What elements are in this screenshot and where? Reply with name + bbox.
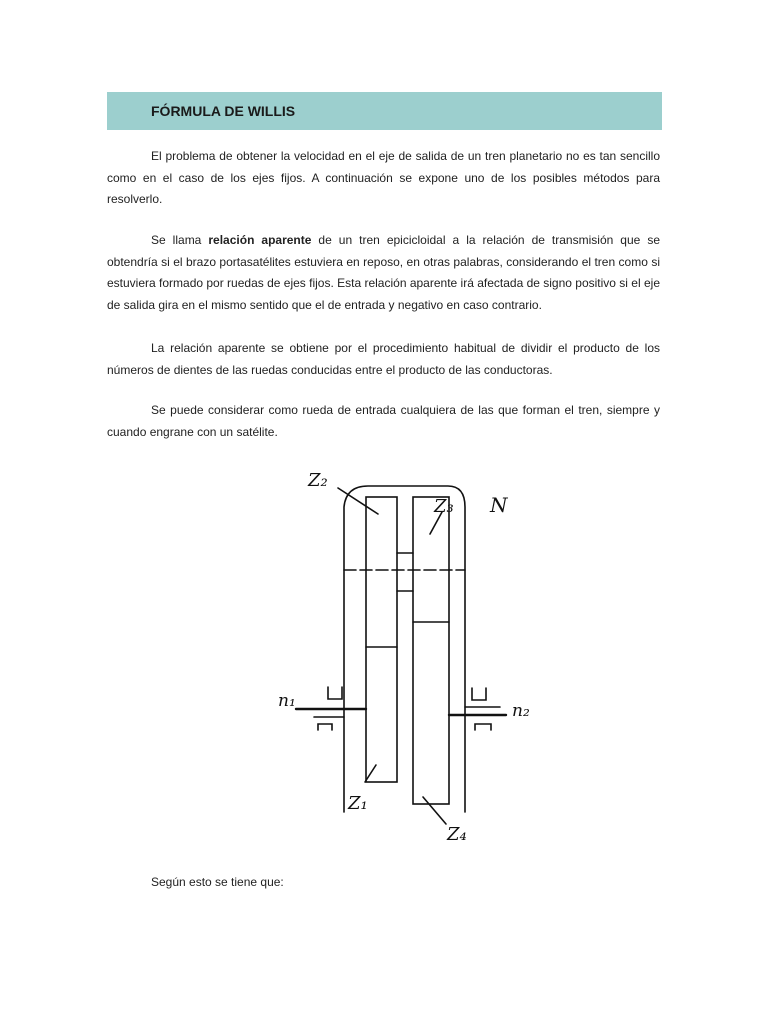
label-z3: Z₃	[434, 496, 454, 517]
paragraph-relacion-aparente	[107, 230, 660, 317]
paragraph-text-pre: Se llama	[151, 233, 209, 247]
carrier-arm-outline	[344, 486, 465, 812]
label-z4: Z₄	[447, 824, 467, 845]
paragraph-text-post: de un tren epicicloidal a la relación de transmisión que se obtendría si el brazo portasatélites estuviera en reposo, en otras palabras, considerando el tren como si estuviera formado por ruedas de ejes fijos. Esta relación aparente irá afectada de signo positivo si el eje de salida gira en el mismo sentido que el de entrada y negativo en caso contrario.	[107, 233, 660, 313]
paragraph-procedimiento: La relación aparente se obtiene por el procedimiento habitual de dividir el producto de los números de dientes de las ruedas conducidas entre el producto de las conductoras.	[107, 341, 660, 377]
term-relacion-aparente: relación aparente	[208, 233, 312, 247]
gear-z3-z4-block	[413, 497, 449, 804]
paragraph-conclusion: Según esto se tiene que:	[151, 875, 284, 889]
paragraph-rueda-entrada: Se puede considerar como rueda de entrada cualquiera de las que forman el tren, siempre y cuando engrane con un satélite.	[107, 403, 660, 439]
label-n1: n₁	[278, 691, 296, 711]
planetary-gear-diagram	[270, 462, 560, 852]
label-n2: n₂	[512, 701, 530, 721]
label-z2: Z₂	[308, 470, 328, 491]
gear-z2-z1-block	[366, 497, 397, 782]
section-title: FÓRMULA DE WILLIS	[151, 103, 296, 119]
label-z1: Z₁	[348, 793, 368, 814]
label-n: N	[490, 493, 508, 517]
paragraph-intro: El problema de obtener la velocidad en el eje de salida de un tren planetario no es tan sencillo como en el caso de los ejes fijos. A continuación se expone uno de los posibles métodos para resolverlo.	[107, 149, 660, 207]
section-title-bar	[107, 92, 662, 130]
